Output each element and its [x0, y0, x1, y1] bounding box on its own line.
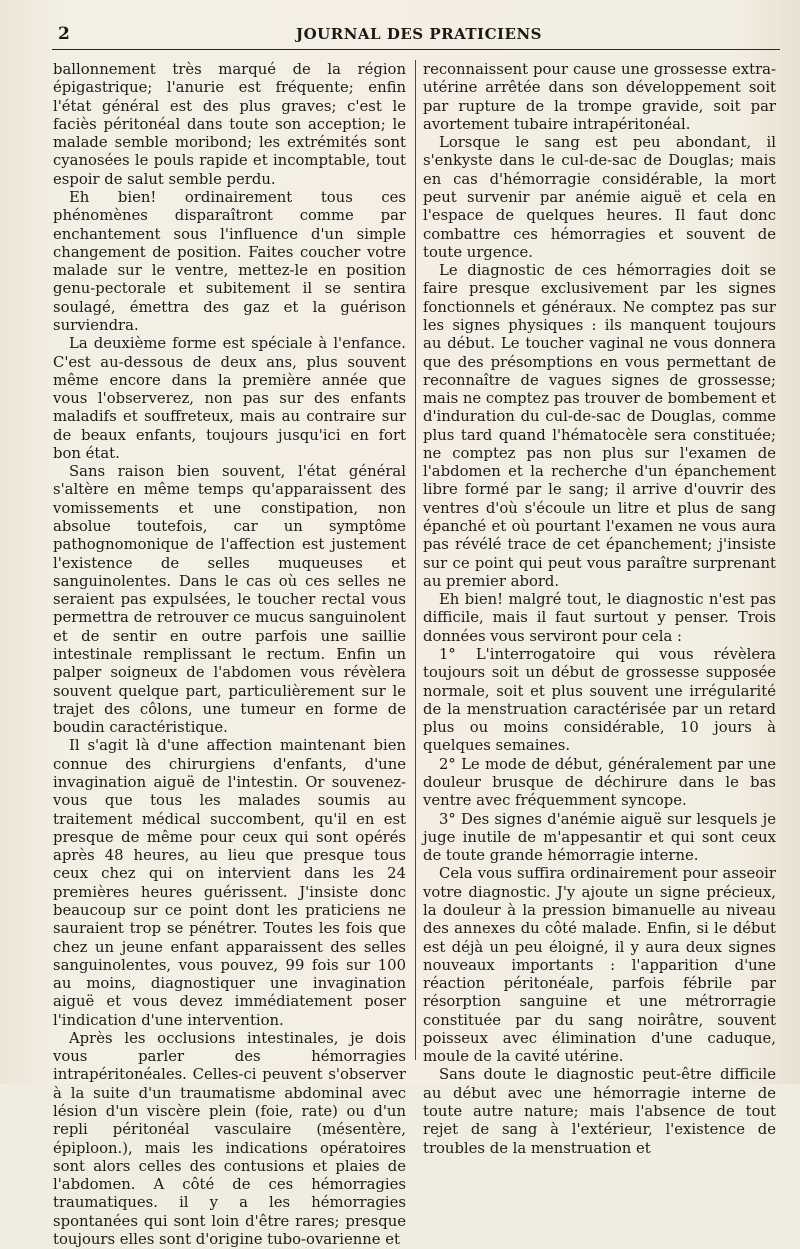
- header-rule: [52, 49, 780, 50]
- paragraph: Le diagnostic de ces hémorragies doit se faire presque exclusivement par les signes fonctionnels et généraux. Ne comptez pas sur les signes physiques : ils manquent toujours au début. Le toucher vaginal ne vous donnera que des présomptions en vous permettant de reconnaître de vagues signes de grossesse; mais ne comptez pas trouver de bombement et d'induration du cul-de-sac de Douglas, comme plus tard quand l'hématocèle sera constituée; ne comptez pas non plus sur l'examen de l'abdomen et la recherche d'un épanchement libre formé par le sang; il arrive d'ouvrir des ventres d'où s'écoule un litre et plus de sang épanché et où pourtant l'examen ne vous aura pas révélé trace de cet épanchement; j'insiste sur ce point qui peut vous paraître surprenant au premier abord.: [423, 262, 776, 590]
- paragraph: La deuxième forme est spéciale à l'enfance. C'est au-dessous de deux ans, plus souvent même encore dans la première année que vous l'observerez, non pas sur des enfants maladifs et souffreteux, mais au contraire sur de beaux enfants, toujours jusqu'ici en fort bon état.: [53, 335, 406, 462]
- paragraph: Cela vous suffira ordinairement pour asseoir votre diagnostic. J'y ajoute un signe précieux, la douleur à la pression bimanuelle au niveau des annexes du côté malade. Enfin, si le début est déjà un peu éloigné, il y aura deux signes nouveaux importants : l'apparition d'une réaction péritonéale, parfois fébrile par résorption sanguine et une métrorragie constituée par du sang noirâtre, souvent poisseux avec élimination d'une caduque, moule de la cavité utérine.: [423, 865, 776, 1066]
- right-column: [423, 61, 776, 1158]
- left-column: [53, 61, 406, 1249]
- journal-title: JOURNAL DES PRATICIENS: [296, 25, 542, 43]
- column-divider: [415, 60, 416, 1060]
- paragraph: Sans raison bien souvent, l'état général s'altère en même temps qu'apparaissent des vomissements et une constipation, non absolue toutefois, car un symptôme pathognomonique de l'affection est justement l'existence de selles muqueuses et sanguinolentes. Dans le cas où ces selles ne seraient pas expulsées, le toucher rectal vous permettra de retrouver ce mucus sanguinolent et de sentir en outre parfois une saillie intestinale remplissant le rectum. Enfin un palper soigneux de l'abdomen vous révèlera souvent quelque part, particulièrement sur le trajet des côlons, une tumeur en forme de boudin caractéristique.: [53, 463, 406, 737]
- paragraph: Il s'agit là d'une affection maintenant bien connue des chirurgiens d'enfants, d'une invagination aiguë de l'intestin. Or souvenez-vous que tous les malades soumis au traitement médical succombent, qu'il en est presque de même pour ceux qui sont opérés après 48 heures, au lieu que presque tous ceux chez qui on intervient dans les 24 premières heures guérissent. J'insiste donc beaucoup sur ce point dont les praticiens ne sauraient trop se pénétrer. Toutes les fois que chez un jeune enfant apparaissent des selles sanguinolentes, vous pouvez, 99 fois sur 100 au moins, diagnostiquer une invagination aiguë et vous devez immédiatement poser l'indication d'une intervention.: [53, 737, 406, 1029]
- paragraph: ballonnement très marqué de la région épigastrique; l'anurie est fréquente; enfin l'état général est des plus graves; c'est le faciès péritonéal dans toute son acception; le malade semble moribond; les extrémités sont cyanosées le pouls rapide et incomptable, tout espoir de salut semble perdu.: [53, 61, 406, 188]
- paragraph: Lorsque le sang est peu abondant, il s'enkyste dans le cul-de-sac de Douglas; mais en cas d'hémorragie considérable, la mort peut survenir par anémie aiguë et cela en l'espace de quelques heures. Il faut donc combattre ces hémorragies et souvent de toute urgence.: [423, 134, 776, 261]
- paragraph: Eh bien! ordinairement tous ces phénomènes disparaîtront comme par enchantement sous l'influence d'un simple changement de position. Faites coucher votre malade sur le ventre, mettez-le en position genu-pectorale et subitement il se sentira soulagé, émettra des gaz et la guérison surviendra.: [53, 188, 406, 334]
- paragraph: Après les occlusions intestinales, je dois vous parler des hémorragies intrapéritonéales. Celles-ci peuvent s'observer à la suite d'un traumatisme abdominal avec lésion d'un viscère plein (foie, rate) ou d'un repli péritonéal vasculaire (mésentère, épiploon.), mais les indications opératoires sont alors celles des contusions et plaies de l'abdomen. A côté de ces hémorragies traumatiques. il y a les hémorragies spontanées qui sont loin d'être rares; presque toujours elles sont d'origine tubo-ovarienne et: [53, 1029, 406, 1248]
- paragraph: 2° Le mode de début, généralement par une douleur brusque de déchirure dans le bas ventre avec fréquemment syncope.: [423, 755, 776, 810]
- paragraph: Eh bien! malgré tout, le diagnostic n'est pas difficile, mais il faut surtout y penser. Trois données vous serviront pour cela :: [423, 591, 776, 645]
- page-header: [58, 22, 780, 48]
- paragraph: Sans doute le diagnostic peut-être difficile au début avec une hémorragie interne de toute autre nature; mais l'absence de tout rejet de sang à l'extérieur, l'existence de troubles de la menstruation et: [423, 1066, 776, 1157]
- paragraph: reconnaissent pour cause une grossesse extra-utérine arrêtée dans son développement soit par rupture de la trompe gravide, soit par avortement tubaire intrapéritonéal.: [423, 61, 776, 133]
- paragraph: 3° Des signes d'anémie aiguë sur lesquels je juge inutile de m'appesantir et qui sont ceux de toute grande hémorragie interne.: [423, 810, 776, 865]
- paragraph: 1° L'interrogatoire qui vous révèlera toujours soit un début de grossesse supposée normale, soit et plus souvent une irrégularité de la menstruation caractérisée par un retard plus ou moins considérable, 10 jours à quelques semaines.: [423, 646, 776, 755]
- page-number: 2: [58, 24, 70, 44]
